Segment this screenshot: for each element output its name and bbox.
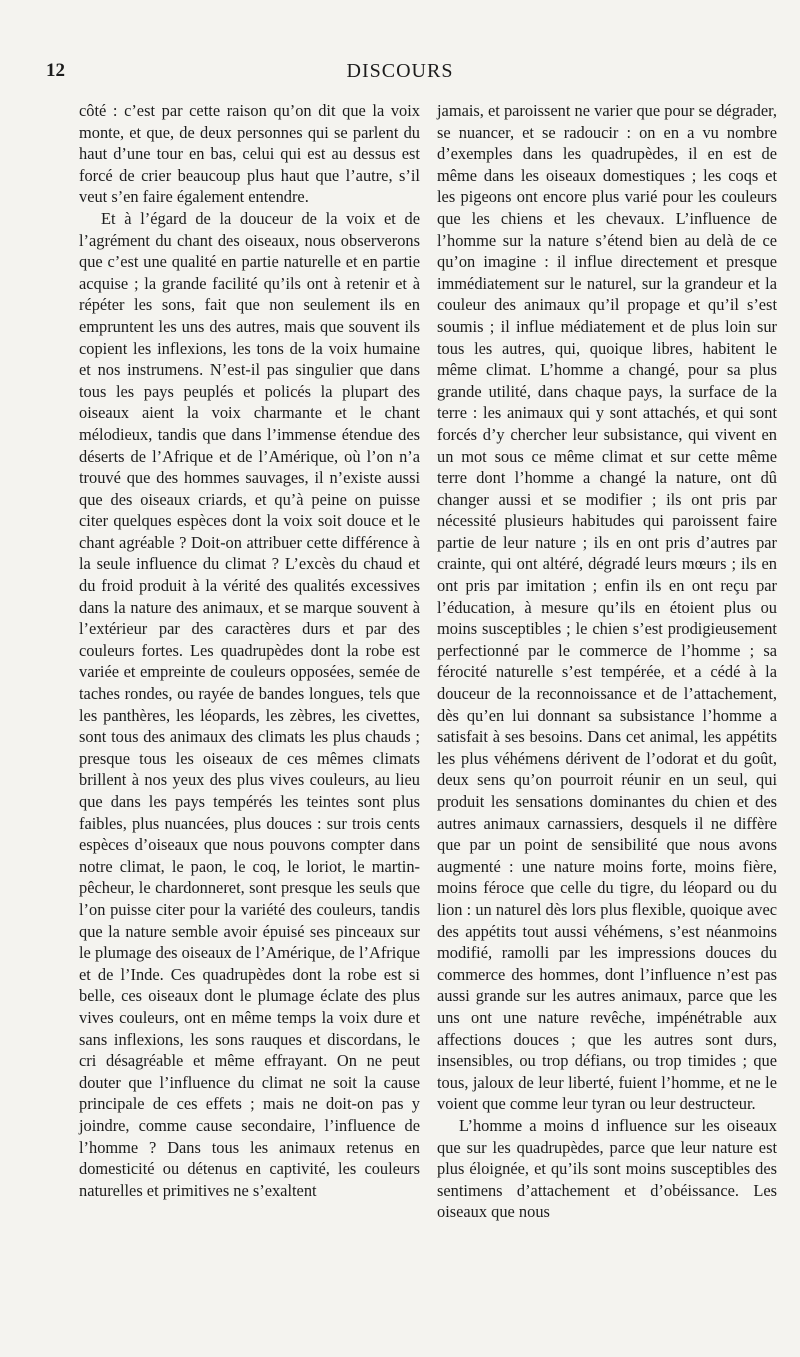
page-number: 12 xyxy=(46,60,65,81)
running-title: DISCOURS xyxy=(346,60,454,82)
right-column xyxy=(437,100,777,1223)
paragraph: L’homme a moins d influence sur les oiseaux que sur les quadrupèdes, parce que leur nature est plus éloignée, et qu’ils sont moins susceptibles des sentimens d’attachement et d’obéissance. Les oiseaux que nous xyxy=(437,1115,777,1222)
paragraph: Et à l’égard de la douceur de la voix et de l’agrément du chant des oiseaux, nous observerons que c’est une qualité en partie naturelle et en partie acquise ; la grande facilité qu’ils ont à retenir et à répéter les sons, fait que non seulement ils en empruntent les uns des autres, mais que souvent ils copient les inflexions, les tons de la voix humaine et nos instrumens. N’est-il pas singulier que dans tous les pays peuplés et policés la plupart des oiseaux aient la voix charmante et le chant mélodieux, tandis que dans l’immense étendue des déserts de l’Afrique et de l’Amérique, où l’on n’a trouvé que des hommes sauvages, il n’existe aussi que des oiseaux criards, et qu’à peine on puisse citer quelques espèces dont la voix soit douce et le chant agréable ? Doit-on attribuer cette différence à la seule influence du climat ? L’excès du chaud et du froid produit à la vérité des qualités excessives dans la nature des animaux, et se marque souvent à l’extérieur par des caractères durs et par des couleurs fortes. Les quadrupèdes dont la robe est variée et empreinte de couleurs opposées, semée de taches rondes, ou rayée de bandes longues, tels que les panthères, les léopards, les zèbres, les civettes, sont tous des animaux des climats les plus chauds ; presque tous les oiseaux de ces mêmes climats brillent à nos yeux des plus vives couleurs, au lieu que dans les pays tempérés les teintes sont plus faibles, plus nuancées, plus douces : sur trois cents espèces d’oiseaux que nous pouvons compter dans notre climat, le paon, le coq, le loriot, le martin-pêcheur, le chardonneret, sont presque les seuls que l’on puisse citer pour la variété des couleurs, tandis que la nature semble avoir épuisé ses pinceaux sur le plumage des oiseaux de l’Amérique, de l’Afrique et de l’Inde. Ces quadrupèdes dont la robe est si belle, ces oiseaux dont le plumage éclate des plus vives couleurs, ont en même temps la voix dure et sans inflexions, les sons rauques et discordans, le cri désagréable et même effrayant. On ne peut douter que l’influence du climat ne soit la cause principale de ces effets ; mais ne doit-on pas y joindre, comme cause secondaire, l’influence de l’homme ? Dans tous les animaux retenus en domesticité ou détenus en captivité, les couleurs naturelles et primitives ne s’exaltent xyxy=(79,208,420,1200)
paragraph: côté : c’est par cette raison qu’on dit que la voix monte, et que, de deux personnes qui se parlent du haut d’une tour en bas, celui qui est au dessus est forcé de crier beaucoup plus haut que l’autre, s’il veut s’en faire également entendre. xyxy=(79,101,420,207)
left-column xyxy=(79,100,420,1201)
paragraph: jamais, et paroissent ne varier que pour se dégrader, se nuancer, et se radoucir : on en a vu nombre d’exemples dans les quadrupèdes, il en est de même dans les oiseaux domestiques ; les coqs et les pigeons ont encore plus varié pour les couleurs que les chiens et les chevaux. L’influence de l’homme sur la nature s’étend bien au delà de ce qu’on imagine : il influe directement et presque immédiatement sur le naturel, sur la grandeur et la couleur des animaux qu’il propage et qu’il s’est soumis ; il influe médiatement et de plus loin sur tous les autres, qui, quoique libres, habitent le même climat. L’homme a changé, pour sa plus grande utilité, dans chaque pays, la surface de la terre : les animaux qui y sont attachés, et qui sont forcés d’y chercher leur subsistance, qui vivent en un mot sous ce même climat et sur cette même terre dont l’homme a changé la nature, ont dû changer aussi et se modifier ; ils ont pris par nécessité plusieurs habitudes qui paroissent faire partie de leur nature ; ils en ont pris d’autres par crainte, qui ont altéré, dégradé leurs mœurs ; ils en ont pris par imitation ; enfin ils en ont reçu par l’éducation, à mesure qu’ils en étoient plus ou moins susceptibles ; le chien s’est prodigieusement perfectionné par le commerce de l’homme ; sa férocité naturelle s’est tempérée, et a cédé à la douceur de la reconnoissance et de l’attachement, dès qu’en lui donnant sa subsistance l’homme a satisfait à ses besoins. Dans cet animal, les appétits les plus véhémens dérivent de l’odorat et du goût, deux sens qu’on pourroit réunir en un seul, qui produit les sensations dominantes du chien et des autres animaux carnassiers, desquels il ne diffère que par un point de sensibilité que nous avons augmenté : une nature moins forte, moins fière, moins féroce que celle du tigre, du léopard ou du lion : un naturel dès lors plus flexible, quoique avec des appétits tout aussi véhémens, s’est néanmoins modifié, ramolli par les impressions douces du commerce des hommes, dont l’influence n’est pas aussi grande sur les autres animaux, parce que les uns ont une nature revêche, impénétrable aux affections douces ; que les autres sont durs, insensibles, ou trop défians, ou trop timides ; que tous, jaloux de leur liberté, fuient l’homme, et ne le voient que comme leur tyran ou leur destructeur. xyxy=(437,101,777,1114)
